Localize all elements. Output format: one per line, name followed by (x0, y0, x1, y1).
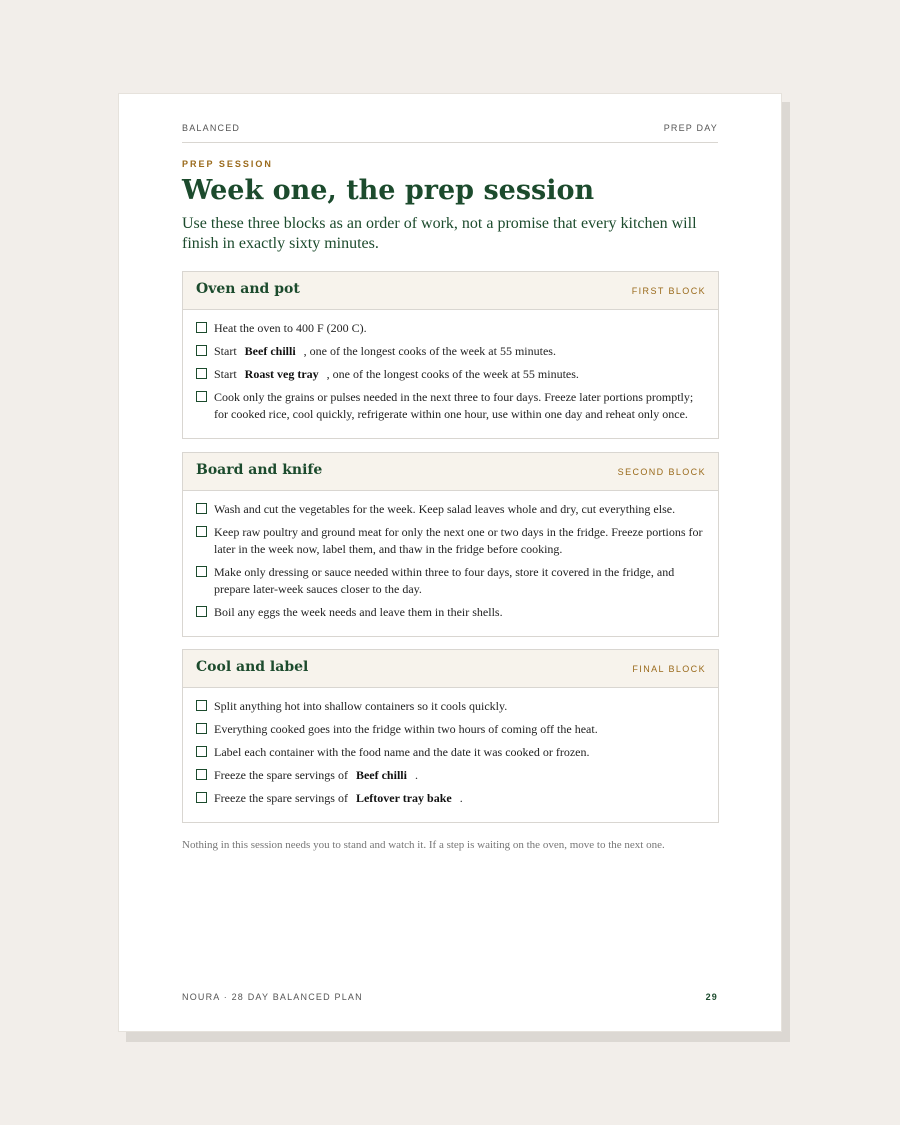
checklist-item (196, 501, 706, 518)
checklist-item (196, 604, 706, 621)
block-title: Cool and label (196, 659, 309, 675)
block-tag: FIRST BLOCK (631, 286, 706, 296)
recipe-name: Beef chilli (355, 768, 407, 782)
recipe-name: Leftover tray bake (355, 791, 452, 805)
item-text: Split anything hot into shallow containers so it cools quickly. (214, 699, 508, 713)
checklist-item (196, 524, 706, 558)
checklist (183, 491, 718, 621)
page-title: Week one, the prep session (182, 175, 595, 206)
item-text-tail: . (459, 791, 463, 805)
item-text: Boil any eggs the week needs and leave them in their shells. (214, 605, 503, 619)
recipe-name: Beef chilli (244, 344, 296, 358)
checkbox[interactable] (196, 322, 207, 333)
checkbox[interactable] (196, 769, 207, 780)
checklist-item (196, 564, 706, 598)
intro-paragraph: Use these three blocks as an order of work, not a promise that every kitchen will finish in exactly sixty minutes. (182, 215, 697, 252)
block-cool-and-label (182, 649, 719, 823)
item-text: Everything cooked goes into the fridge within two hours of coming off the heat. (214, 722, 598, 736)
checklist-item (196, 721, 706, 738)
footer-plan-label: NOURA · 28 DAY BALANCED PLAN (182, 992, 363, 1002)
checklist (183, 310, 718, 423)
block-header (183, 272, 718, 310)
item-text: Start (214, 367, 237, 381)
block-oven-and-pot (182, 271, 719, 439)
checkbox[interactable] (196, 368, 207, 379)
checklist-item (196, 343, 706, 360)
block-tag: SECOND BLOCK (617, 467, 706, 477)
page-number: 29 (705, 992, 718, 1002)
checkbox[interactable] (196, 723, 207, 734)
checkbox[interactable] (196, 792, 207, 803)
running-header (182, 123, 718, 143)
item-text-tail: , one of the longest cooks of the week at 55 minutes. (303, 344, 556, 358)
checklist-item (196, 366, 706, 383)
item-text-tail: , one of the longest cooks of the week at 55 minutes. (326, 367, 579, 381)
checklist-item (196, 744, 706, 761)
checklist-item (196, 389, 706, 423)
item-text: Wash and cut the vegetables for the week. Keep salad leaves whole and dry, cut everything else. (214, 502, 676, 516)
checkbox[interactable] (196, 503, 207, 514)
block-board-and-knife (182, 452, 719, 637)
item-text: Start (214, 344, 237, 358)
block-header (183, 453, 718, 491)
item-text: Cook only the grains or pulses needed in the next three to four days. Freeze later portions promptly; for cooked rice, cool quickly, refrigerate within one hour, use within one day and reheat only once. (214, 390, 694, 421)
item-text: Heat the oven to 400 F (200 C). (214, 321, 367, 335)
item-text: Label each container with the food name and the date it was cooked or frozen. (214, 745, 590, 759)
item-text-tail: . (414, 768, 418, 782)
checklist (183, 688, 718, 807)
checklist-item (196, 767, 706, 784)
block-tag: FINAL BLOCK (632, 664, 706, 674)
closing-note: Nothing in this session needs you to stand and watch it. If a step is waiting on the oven, move to the next one. (182, 839, 665, 851)
checkbox[interactable] (196, 746, 207, 757)
block-title: Board and knife (196, 462, 323, 478)
checklist-item (196, 790, 706, 807)
checkbox[interactable] (196, 700, 207, 711)
checkbox[interactable] (196, 526, 207, 537)
checklist-item (196, 320, 706, 337)
checkbox[interactable] (196, 391, 207, 402)
item-text: Keep raw poultry and ground meat for only the next one or two days in the fridge. Freeze portions for later in the week now, label them, and thaw in the fridge before cooking. (214, 525, 703, 556)
document-page (118, 93, 782, 1032)
item-text: Freeze the spare servings of (214, 791, 348, 805)
header-section-label: BALANCED (182, 123, 241, 133)
checkbox[interactable] (196, 606, 207, 617)
section-kicker: PREP SESSION (182, 159, 273, 169)
checkbox[interactable] (196, 345, 207, 356)
block-title: Oven and pot (196, 281, 300, 297)
block-header (183, 650, 718, 688)
recipe-name: Roast veg tray (244, 367, 319, 381)
checkbox[interactable] (196, 566, 207, 577)
checklist-item (196, 698, 706, 715)
header-chapter-label: PREP DAY (663, 123, 718, 133)
item-text: Make only dressing or sauce needed within three to four days, store it covered in the fridge, and prepare later-week sauces closer to the day. (214, 565, 675, 596)
item-text: Freeze the spare servings of (214, 768, 348, 782)
